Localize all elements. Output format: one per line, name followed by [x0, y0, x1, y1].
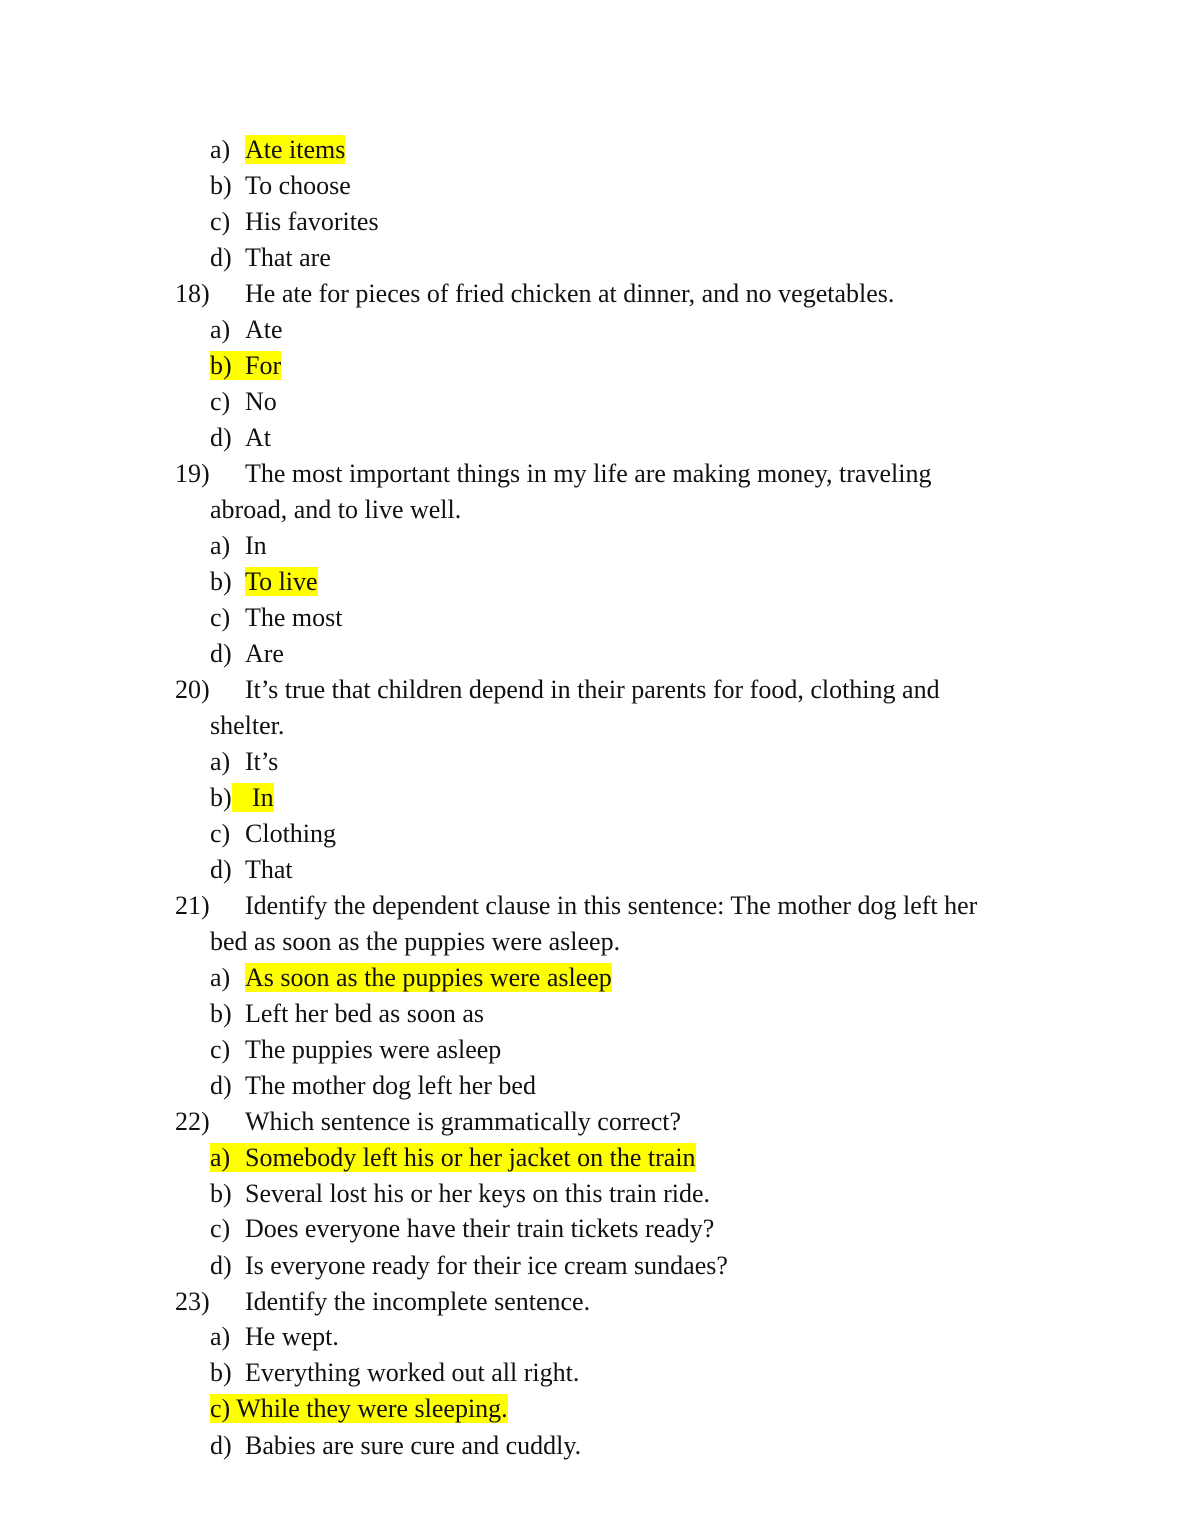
q23-option-b: b) Everything worked out all right.: [210, 1358, 580, 1387]
q18-option-d: d) At: [210, 423, 271, 452]
q19-option-d: d) Are: [210, 639, 284, 668]
question-22: 22) Which sentence is grammatically correct?: [175, 1107, 682, 1136]
q23-option-a: a) He wept.: [210, 1322, 339, 1351]
question-19: 19) The most important things in my life are making money, traveling: [175, 459, 932, 488]
q20-option-b: b) In: [210, 783, 274, 812]
q22-option-b: b) Several lost his or her keys on this train ride.: [210, 1179, 711, 1208]
q18-option-b: b) For: [210, 351, 282, 380]
q22-option-d: d) Is everyone ready for their ice cream sundaes?: [210, 1251, 728, 1280]
q18-option-c: c) No: [210, 387, 277, 416]
q20-option-d: d) That: [210, 855, 293, 884]
q21-option-a: a) As soon as the puppies were asleep: [210, 963, 612, 992]
question-21: 21) Identify the dependent clause in this sentence: The mother dog left her: [175, 891, 978, 920]
q20-option-a: a) It’s: [210, 747, 279, 776]
q19-option-a: a) In: [210, 531, 267, 560]
q22-option-a: a) Somebody left his or her jacket on the train: [210, 1143, 696, 1172]
q23-option-c: c) While they were sleeping.: [210, 1394, 508, 1423]
q19-option-c: c) The most: [210, 603, 343, 632]
q18-option-a: a) Ate: [210, 315, 283, 344]
q22-option-c: c) Does everyone have their train tickets ready?: [210, 1214, 715, 1243]
question-20-continued: shelter.: [210, 711, 285, 740]
q17-option-b: b) To choose: [210, 171, 351, 200]
question-23: 23) Identify the incomplete sentence.: [175, 1287, 591, 1316]
q19-option-b: b) To live: [210, 567, 318, 596]
q17-option-a: a) Ate items: [210, 135, 346, 164]
q17-option-d: d) That are: [210, 243, 331, 272]
question-18: 18) He ate for pieces of fried chicken at dinner, and no vegetables.: [175, 279, 895, 308]
q17-option-c: c) His favorites: [210, 207, 379, 236]
question-20: 20) It’s true that children depend in their parents for food, clothing and: [175, 675, 940, 704]
question-19-continued: abroad, and to live well.: [210, 495, 462, 524]
q20-option-c: c) Clothing: [210, 819, 337, 848]
question-21-continued: bed as soon as the puppies were asleep.: [210, 927, 621, 956]
q21-option-c: c) The puppies were asleep: [210, 1035, 502, 1064]
q21-option-d: d) The mother dog left her bed: [210, 1071, 536, 1100]
q23-option-d: d) Babies are sure cure and cuddly.: [210, 1431, 582, 1460]
q21-option-b: b) Left her bed as soon as: [210, 999, 484, 1028]
